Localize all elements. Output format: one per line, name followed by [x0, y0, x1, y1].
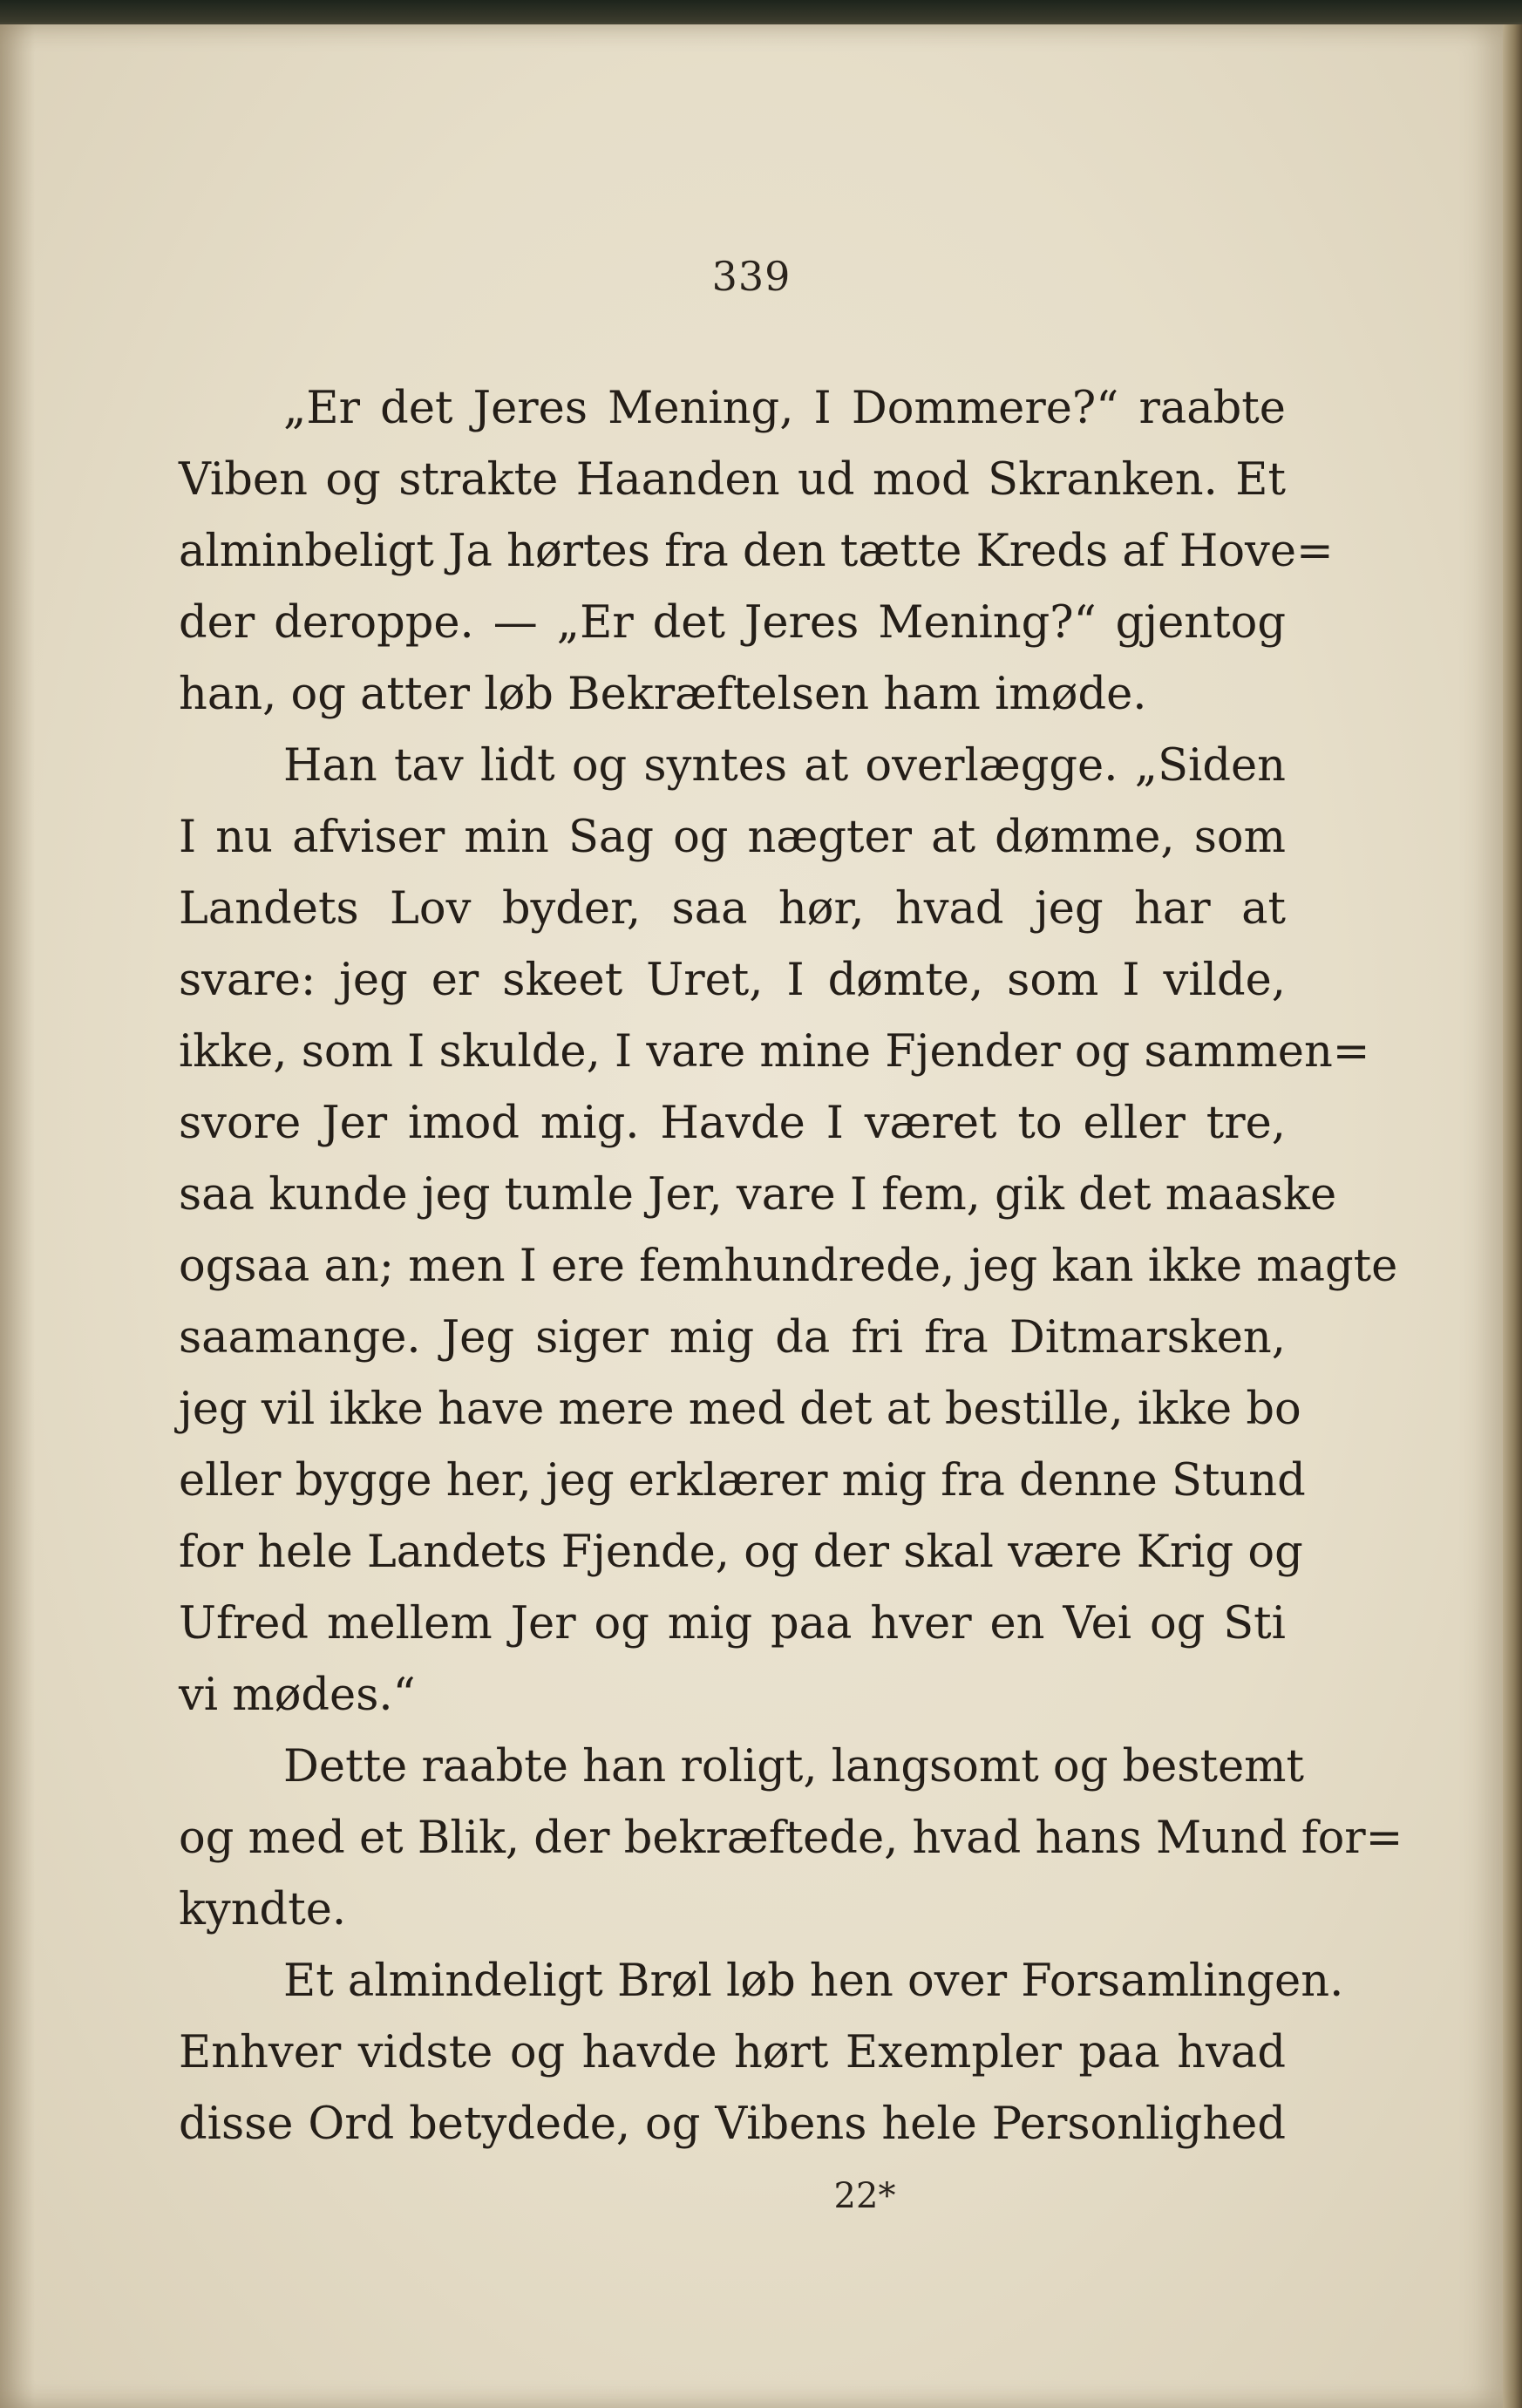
text-line: ikke, som I skulde, I vare mine Fjender og sammen=	[179, 1026, 1370, 1078]
text-line: svore Jer imod mig. Havde I været to eller tre,	[179, 1098, 1286, 1149]
text-line: der deroppe. — „Er det Jeres Mening?“ gjentog	[179, 597, 1286, 649]
page-right-edge	[1503, 24, 1522, 2408]
printer-signature: 22*	[833, 2176, 896, 2216]
text-line: alminbeligt Ja hørtes fra den tætte Kreds af Hove=	[179, 526, 1334, 577]
text-line: Viben og strakte Haanden ud mod Skranken. Et	[179, 454, 1286, 506]
text-line: saamange. Jeg siger mig da fri fra Ditmarsken,	[179, 1312, 1286, 1364]
text-line: disse Ord betydede, og Vibens hele Personlighed	[179, 2098, 1286, 2150]
text-line: ogsaa an; men I ere femhundrede, jeg kan ikke magte	[179, 1241, 1398, 1292]
text-line: saa kunde jeg tumle Jer, vare I fem, gik det maaske	[179, 1169, 1337, 1221]
text-line: Et almindeligt Brøl løb hen over Forsamlingen.	[283, 1956, 1344, 2007]
text-line: Dette raabte han roligt, langsomt og bestemt	[283, 1741, 1305, 1792]
book-page	[0, 24, 1503, 2408]
text-line: I nu afviser min Sag og nægter at dømme, som	[179, 812, 1286, 863]
page-text	[179, 373, 1403, 2160]
text-line: eller bygge her, jeg erklærer mig fra denne Stund	[179, 1455, 1306, 1507]
text-line: Han tav lidt og syntes at overlægge. „Siden	[283, 740, 1286, 792]
text-line: Ufred mellem Jer og mig paa hver en Vei og Sti	[179, 1598, 1286, 1650]
text-line: Landets Lov byder, saa hør, hvad jeg har at	[179, 883, 1286, 935]
text-line: han, og atter løb Bekræftelsen ham imøde.	[179, 669, 1147, 720]
text-line: „Er det Jeres Mening, I Dommere?“ raabte	[283, 383, 1286, 434]
text-line: for hele Landets Fjende, og der skal være Krig og	[179, 1527, 1303, 1578]
text-line: og med et Blik, der bekræftede, hvad hans Mund for=	[179, 1813, 1403, 1864]
text-line: kyndte.	[179, 1884, 347, 1935]
text-line: svare: jeg er skeet Uret, I dømte, som I vilde,	[179, 955, 1286, 1006]
spine-shadow	[0, 24, 35, 2408]
text-line: Enhver vidste og havde hørt Exempler paa hvad	[179, 2027, 1286, 2078]
text-line: vi mødes.“	[179, 1670, 416, 1721]
page-number: 339	[711, 253, 792, 300]
text-line: jeg vil ikke have mere med det at bestille, ikke bo	[179, 1384, 1301, 1435]
